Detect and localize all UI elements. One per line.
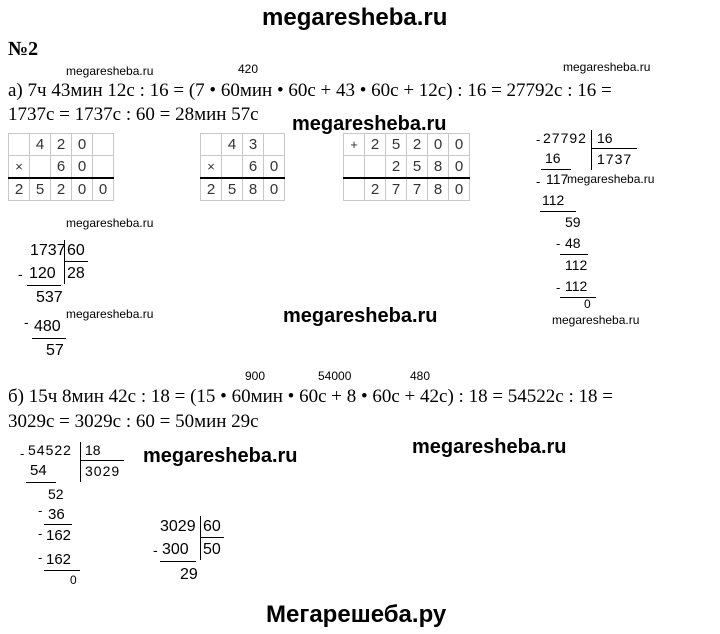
- watermark-medium: megaresheba.ru: [283, 305, 438, 327]
- multiply-sign: ×: [201, 156, 222, 179]
- minus-sign: -: [536, 174, 541, 189]
- division-step: 112: [542, 192, 565, 208]
- watermark-bottom: Мегарешеба.ру: [266, 601, 447, 628]
- division-step: 16: [545, 150, 561, 166]
- digit: 6: [243, 156, 264, 179]
- watermark-small: megaresheba.ru: [567, 172, 655, 186]
- division-step: 112: [565, 278, 588, 294]
- part-b-line-1: б) 15ч 8мин 42с : 18 = (15 • 60мин • 60с + 8 • 60с + 42с) : 18 = 54522с : 18 =: [8, 386, 613, 407]
- watermark-top: megaresheba.ru: [262, 4, 448, 31]
- digit: 7: [386, 178, 407, 201]
- watermark-small: megaresheba.ru: [66, 307, 154, 321]
- dividend: 27792: [543, 130, 587, 146]
- part-b-line-2: 3029с = 3029с : 60 = 50мин 29с: [8, 411, 259, 432]
- minus-sign: -: [18, 266, 23, 282]
- divisor: 16: [597, 130, 613, 146]
- digit: 8: [428, 156, 449, 179]
- digit: 4: [30, 134, 51, 156]
- digit: 0: [264, 178, 285, 201]
- division-step: 120: [29, 265, 56, 282]
- digit: [264, 134, 285, 156]
- minus-sign: -: [38, 550, 43, 565]
- division-step: 537: [36, 289, 63, 306]
- quotient: 3029: [85, 463, 121, 479]
- digit: 4: [222, 134, 243, 156]
- division-step: 480: [34, 318, 61, 335]
- digit: 2: [9, 178, 30, 201]
- minus-sign: -: [20, 446, 25, 461]
- digit: 0: [449, 134, 470, 156]
- digit: 0: [72, 156, 93, 179]
- remainder: 0: [70, 573, 77, 587]
- digit: 0: [93, 178, 114, 201]
- quotient: 50: [203, 541, 221, 558]
- part-a-line-2: 1737с = 1737с : 60 = 28мин 57с: [8, 104, 259, 125]
- superscript-420: 420: [238, 62, 259, 76]
- watermark-small: megaresheba.ru: [66, 216, 154, 230]
- digit: 0: [72, 178, 93, 201]
- digit: [344, 156, 365, 179]
- quotient: 28: [67, 265, 85, 282]
- division-step: 162: [46, 527, 72, 544]
- minus-sign: -: [556, 236, 561, 251]
- addition-grid: [343, 133, 470, 201]
- digit: 2: [365, 178, 386, 201]
- minus-sign: -: [38, 503, 43, 518]
- dividend: 54522: [28, 442, 72, 458]
- digit: 2: [386, 156, 407, 179]
- part-a-line-1: а) 7ч 43мин 12с : 16 = (7 • 60мин • 60с + 43 • 60с + 12с) : 16 = 27792с : 16 =: [8, 80, 612, 101]
- digit: 0: [264, 156, 285, 179]
- minus-sign: -: [556, 280, 561, 295]
- watermark-medium: megaresheba.ru: [412, 436, 567, 458]
- digit: 0: [449, 156, 470, 179]
- digit: 0: [72, 134, 93, 156]
- digit: 5: [386, 134, 407, 156]
- multiplication-grid-420x60: [8, 133, 114, 201]
- watermark-small: megaresheba.ru: [66, 64, 154, 78]
- remainder: 29: [180, 566, 198, 583]
- division-step: 52: [48, 486, 64, 502]
- division-step: 36: [48, 506, 65, 523]
- multiply-sign: [9, 134, 30, 156]
- division-step: 300: [162, 541, 189, 558]
- digit: [93, 156, 114, 179]
- division-step: 59: [565, 214, 581, 230]
- watermark-medium: megaresheba.ru: [143, 445, 298, 467]
- division-step: 112: [565, 257, 588, 273]
- dividend: 1737: [30, 242, 66, 259]
- digit: 6: [51, 156, 72, 179]
- digit: 8: [243, 178, 264, 201]
- remainder: 0: [584, 297, 591, 311]
- watermark-small: megaresheba.ru: [552, 313, 640, 327]
- minus-sign: -: [38, 526, 43, 541]
- superscript-900: 900: [245, 369, 266, 383]
- superscript-480: 480: [410, 369, 431, 383]
- minus-sign: -: [24, 314, 29, 330]
- digit: [344, 178, 365, 201]
- multiply-sign: [201, 134, 222, 156]
- digit: 2: [51, 134, 72, 156]
- digit: 2: [365, 134, 386, 156]
- watermark-medium: megaresheba.ru: [292, 113, 447, 135]
- digit: 2: [407, 134, 428, 156]
- division-step: 162: [46, 551, 72, 568]
- watermark-small: megaresheba.ru: [563, 60, 651, 74]
- digit: 5: [222, 178, 243, 201]
- digit: 5: [407, 156, 428, 179]
- digit: 8: [428, 178, 449, 201]
- superscript-54000: 54000: [318, 369, 352, 383]
- digit: 0: [428, 134, 449, 156]
- remainder: 57: [46, 342, 64, 359]
- divisor: 60: [203, 518, 221, 535]
- divisor: 18: [85, 442, 101, 458]
- dividend: 3029: [160, 518, 196, 535]
- digit: 3: [243, 134, 264, 156]
- division-step: 54: [30, 462, 47, 479]
- minus-sign: -: [536, 132, 541, 147]
- minus-sign: -: [153, 542, 158, 558]
- digit: [222, 156, 243, 179]
- digit: [93, 134, 114, 156]
- digit: 2: [201, 178, 222, 201]
- digit: 0: [449, 178, 470, 201]
- quotient: 1737: [597, 151, 633, 167]
- divisor: 60: [67, 242, 85, 259]
- digit: 5: [30, 178, 51, 201]
- digit: 2: [51, 178, 72, 201]
- multiplication-grid-43x60: [200, 133, 285, 201]
- digit: 7: [407, 178, 428, 201]
- task-number: №2: [8, 38, 39, 60]
- division-step: 48: [565, 235, 581, 251]
- multiply-sign: ×: [9, 156, 30, 179]
- plus-sign: +: [344, 134, 365, 156]
- digit: [365, 156, 386, 179]
- division-step: 117: [546, 171, 569, 187]
- digit: [30, 156, 51, 179]
